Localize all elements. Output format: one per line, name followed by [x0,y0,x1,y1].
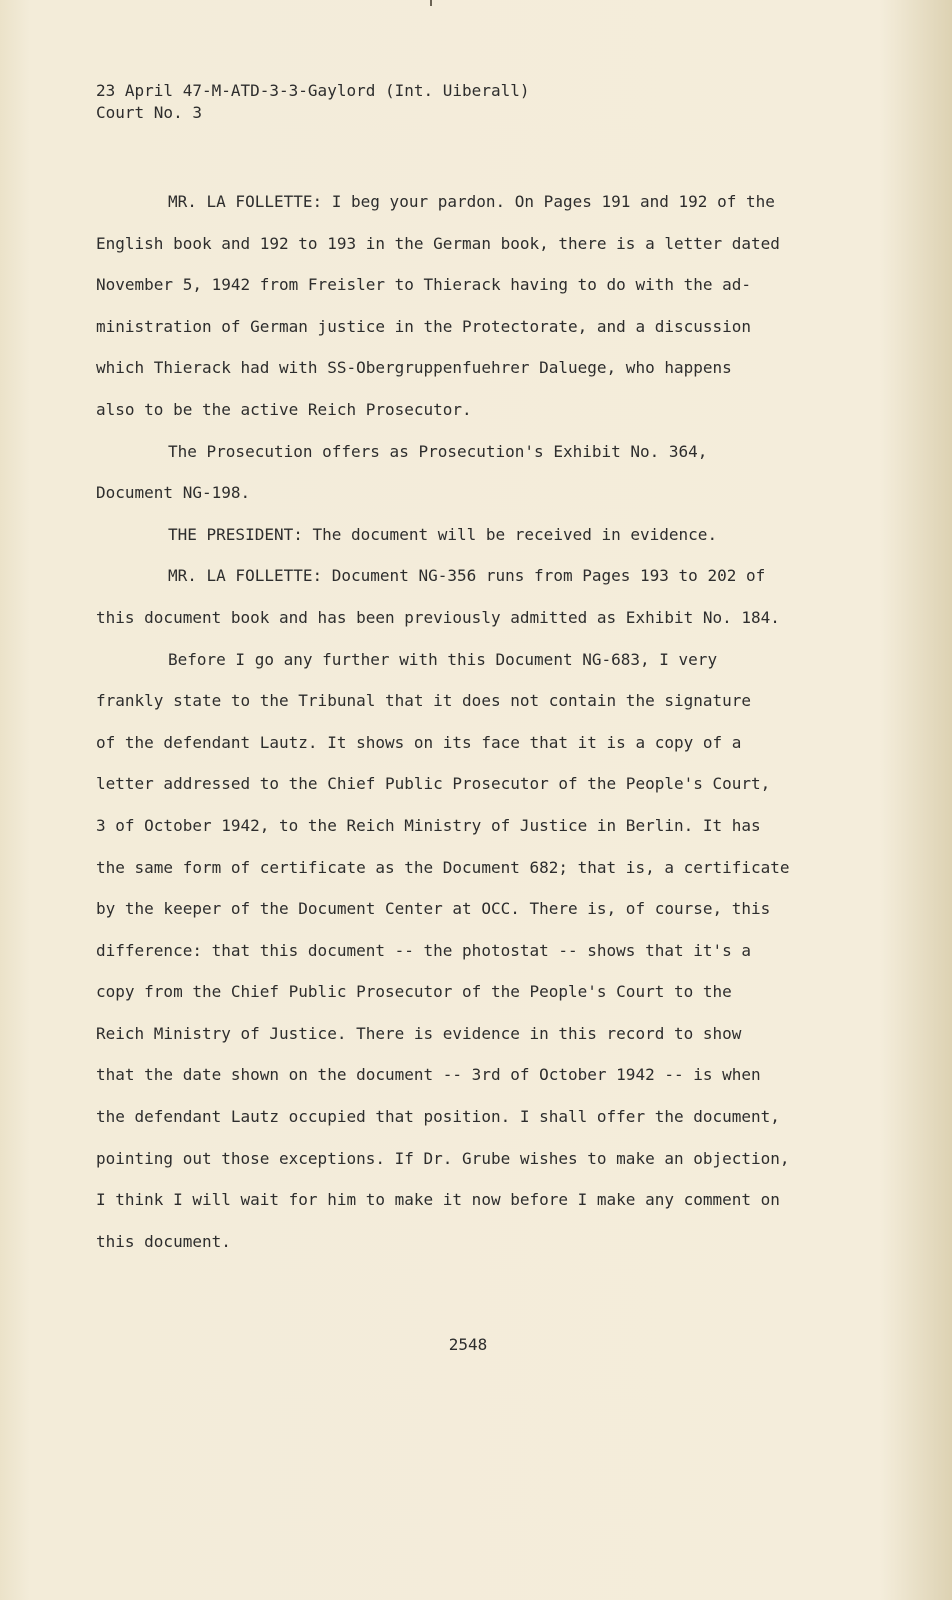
transcript-line: that the date shown on the document -- 3rd of October 1942 -- is when [96,1065,761,1085]
transcript-line: Reich Ministry of Justice. There is evidence in this record to show [96,1023,742,1043]
transcript-line: 3 of October 1942, to the Reich Ministry of Justice in Berlin. It has [96,815,761,835]
transcript-line: MR. LA FOLLETTE: I beg your pardon. On Pages 191 and 192 of the [168,192,775,211]
transcript-line: Before I go any further with this Document NG-683, I very [168,649,718,669]
transcript-line: difference: that this document -- the photostat -- shows that it's a [96,940,752,960]
transcript-line: English book and 192 to 193 in the German book, there is a letter dated [96,233,780,253]
transcript-body [96,181,836,1262]
punch-mark [430,0,432,6]
transcript-line: ministration of German justice in the Protectorate, and a discussion [96,316,752,336]
header-reference-line: 23 April 47-M-ATD-3-3-Gaylord (Int. Uiberall) [96,81,530,100]
transcript-line: pointing out those exceptions. If Dr. Grube wishes to make an objection, [96,1148,790,1168]
header-court-line: Court No. 3 [96,103,202,122]
transcript-line: this document book and has been previously admitted as Exhibit No. 184. [96,607,780,627]
transcript-line: frankly state to the Tribunal that it does not contain the signature [96,691,752,711]
transcript-line: Document NG-198. [96,483,251,503]
transcript-line: THE PRESIDENT: The document will be received in evidence. [168,524,718,544]
transcript-line: MR. LA FOLLETTE: Document NG-356 runs from Pages 193 to 202 of [168,566,766,586]
header-block [96,80,529,124]
page-number: 2548 [448,1335,488,1354]
transcript-line: letter addressed to the Chief Public Prosecutor of the People's Court, [96,774,771,794]
transcript-line: also to be the active Reich Prosecutor. [96,399,472,419]
transcript-line: of the defendant Lautz. It shows on its face that it is a copy of a [96,732,742,752]
transcript-line: the same form of certificate as the Document 682; that is, a certificate [96,857,790,877]
transcript-line: The Prosecution offers as Prosecution's Exhibit No. 364, [168,441,708,461]
transcript-line: this document. [96,1231,231,1251]
transcript-line: which Thierack had with SS-Obergruppenfuehrer Daluege, who happens [96,358,732,378]
transcript-line: November 5, 1942 from Freisler to Thierack having to do with the ad- [96,275,752,295]
transcript-line: copy from the Chief Public Prosecutor of the People's Court to the [96,982,732,1002]
transcript-line: I think I will wait for him to make it now before I make any comment on [96,1190,780,1210]
transcript-line: the defendant Lautz occupied that position. I shall offer the document, [96,1107,780,1127]
transcript-line: by the keeper of the Document Center at OCC. There is, of course, this [96,899,771,919]
